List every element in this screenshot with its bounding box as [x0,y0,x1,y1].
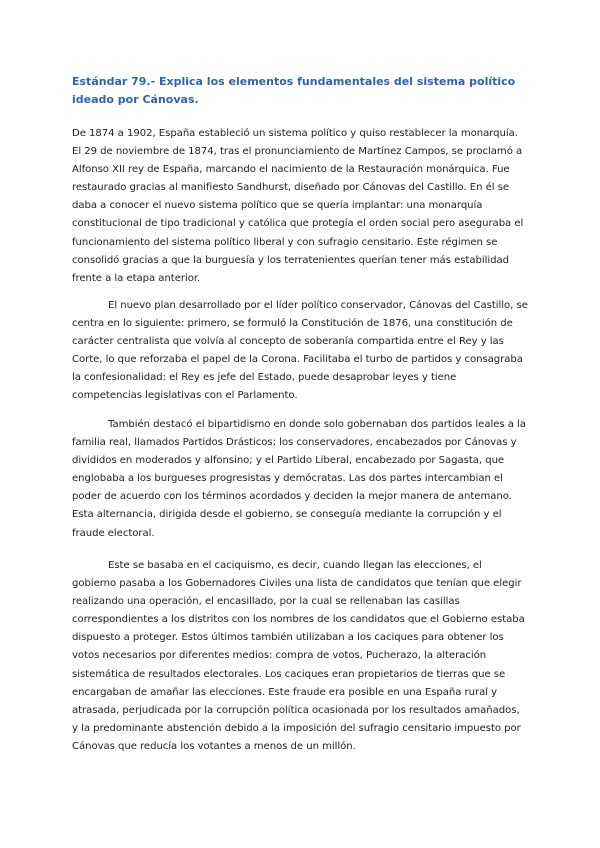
paragraph-3: También destacó el bipartidismo en donde solo gobernaban dos partidos leales a la familia real, llamados Partidos Drásticos; los conservadores, encabezados por Cánovas y divididos en moderados y alfonsino; y el Partido Liberal, encabezado por Sagasta, que englobaba a los burgueses progresistas y demócratas. Las dos partes intercambian el poder de acuerdo con los términos acordados y deciden la mejor manera de antemano. Esta alternancia, dirigida desde el gobierno, se conseguía mediante la corrupción y el fraude electoral. [72,419,526,539]
paragraph-2: El nuevo plan desarrollado por el líder político conservador, Cánovas del Castillo, se centra en lo siguiente: primero, se formuló la Constitución de 1876, una constitución de carácter centralista que volvía al concepto de soberanía compartida entre el Rey y las Corte, lo que reforzaba el papel de la Corona. Facilitaba el turbo de partidos y consagraba la confesionalidad: el Rey es jefe del Estado, puede desaprobar leyes y tiene competencias legislativas con el Parlamento. [72,300,528,402]
document-heading: Estándar 79.- Explica los elementos fundamentales del sistema político ideado por Cánovas. [72,75,516,106]
paragraph-4: Este se basaba en el caciquismo, es decir, cuando llegan las elecciones, el gobierno pasaba a los Gobernadores Civiles una lista de candidatos que tenían que elegir realizando una operación, el encasillado, por la cual se rellenaban las casillas correspondientes a los distritos con los nombres de los candidatos que el Gobierno estaba dispuesto a proteger. Estos últimos también utilizaban a los caciques para obtener los votos necesarios por diferentes medios: compra de votos, Pucherazo, la alteración sistemática de resultados electorales. Los caciques eran propietarios de tierras que se encargaban de amañar las elecciones. Este fraude era posible en una España rural y atrasada, perjudicada por la corrupción política ocasionada por los resultados amañados, y la predominante abstención debido a la imposición del sufragio censitario impuesto por Cánovas que reducía los votantes a menos de un millón. [72,560,525,752]
paragraph-1: De 1874 a 1902, España estableció un sistema político y quiso restablecer la monarquía. El 29 de noviembre de 1874, tras el pronunciamiento de Martínez Campos, se proclamó a Alfonso XII rey de España, marcando el nacimiento de la Restauración monárquica. Fue restaurado gracias al manifiesto Sandhurst, diseñado por Cánovas del Castillo. En él se daba a conocer el nuevo sistema político que se quería implantar: una monarquía constitucional de tipo tradicional y católica que protegía el orden social pero aseguraba el funcionamiento del sistema político liberal y con sufragio censitario. Este régimen se consolidó gracias a que la burguesía y los terratenientes querían tener más estabilidad frente a la etapa anterior. [72,128,524,284]
